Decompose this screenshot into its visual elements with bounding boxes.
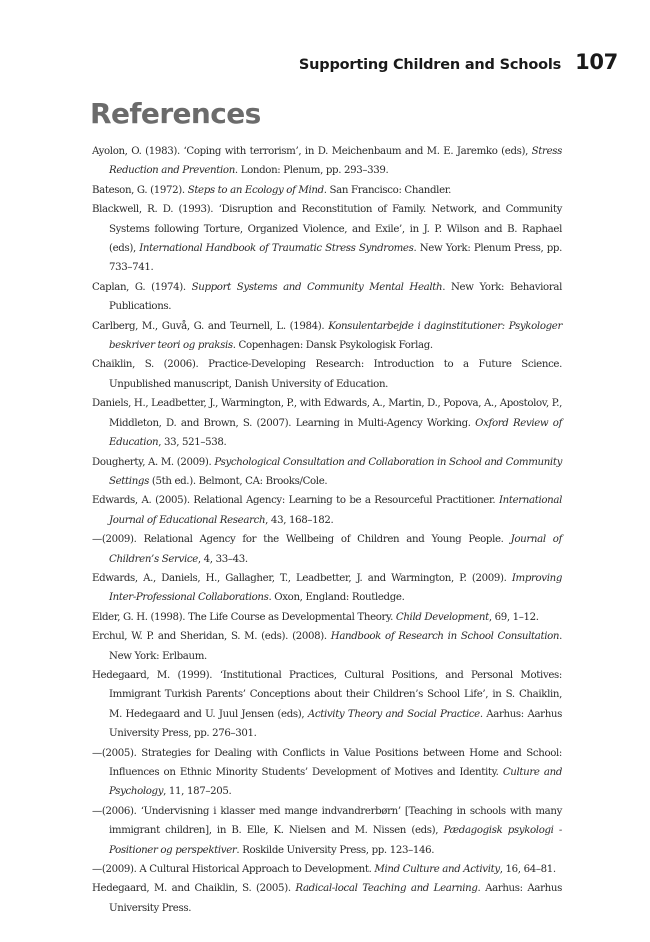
reference-text: Chaiklin, S. (2006). Practice-Developing Research: Introduction to a Future Science. Unpublished manuscript, Danish University of Education. [92,359,562,390]
reference-title-italic: Oxford Review of Education [109,417,563,449]
reference-text: . New York: Plenum Press, pp. 733–741. [109,243,562,274]
reference-text: Blackwell, R. D. (1993). ‘Disruption and Reconstitution of Family. Network, and Community Systems following Torture, Organized Violence, and Exile’, in J. P. Wilson and B. Raphael (eds), [92,204,562,255]
reference-text: . New York: Behavioral Publications. [109,281,562,313]
reference-text: . Aarhus: Aarhus University Press. [109,883,562,914]
reference-entry [92,317,562,356]
reference-text: Dougherty, A. M. (2009). [92,456,215,468]
reference-title-italic: Handbook of Research in School Consultation [330,631,560,643]
reference-text: Edwards, A. (2005). Relational Agency: Learning to be a Resourceful Practitioner. [92,495,499,507]
reference-entry [92,802,562,860]
reference-title-italic: Mind Culture and Activity [374,864,500,876]
reference-text: . New York: Erlbaum. [109,631,562,662]
reference-text: , 33, 521–538. [158,437,227,449]
reference-entry [92,569,562,608]
reference-title-italic: Child Development [395,611,489,623]
reference-text: —(2009). A Cultural Historical Approach to Development. [92,864,375,876]
reference-title-italic: International Journal of Educational Research [109,495,562,526]
reference-entry [92,200,562,278]
reference-title-italic: Steps to an Ecology of Mind [187,184,324,196]
reference-title-italic: Support Systems and Community Mental Health [191,281,443,293]
running-header [299,50,618,74]
reference-text: . London: Plenum, pp. 293–339. [234,165,389,177]
reference-title-italic: Improving Inter-Professional Collaborations [109,572,562,604]
reference-entry [92,453,562,492]
reference-title-italic: Culture and Psychology [109,767,562,798]
reference-entry [92,181,562,200]
reference-title-italic: Stress Reduction and Prevention [109,146,562,177]
reference-text: . Oxon, England: Routledge. [268,592,405,604]
reference-entry [92,860,562,879]
reference-entry [92,530,562,569]
reference-text: Caplan, G. (1974). [92,281,192,293]
reference-text: . Copenhagen: Dansk Psykologisk Forlag. [232,340,433,352]
reference-entry [92,879,562,918]
reference-text: (5th ed.). Belmont, CA: Brooks/Cole. [148,475,328,487]
reference-text: Hedegaard, M. (1999). ‘Institutional Practices, Cultural Positions, and Personal Motives: Immigrant Turkish Parents’ Conceptions about their Children’s School Life’, in S. Chaiklin, M. Hedegaard and U. Juul Jensen (eds), [92,669,562,720]
reference-entry [92,394,562,452]
reference-title-italic: Radical-local Teaching and Learning [295,883,478,895]
reference-entry [92,666,562,744]
section-title: References [90,97,261,130]
reference-text: —(2005). Strategies for Dealing with Conflicts in Value Positions between Home and School: Influences on Ethnic Minority Students’ Development of Motives and Identity. [92,747,562,778]
reference-entry [92,142,562,181]
reference-entry [92,627,562,666]
reference-text: , 69, 1–12. [488,611,539,623]
reference-title-italic: Psychological Consultation and Collaboration in School and Community Settings [109,456,562,487]
reference-text: Hedegaard, M. and Chaiklin, S. (2005). [92,883,296,895]
reference-entry [92,278,562,317]
reference-text: . San Francisco: Chandler. [323,184,452,196]
reference-entry [92,355,562,394]
reference-text: Ayolon, O. (1983). ‘Coping with terrorism’, in D. Meichenbaum and M. E. Jaremko (eds), [92,146,532,157]
running-title: Supporting Children and Schools [298,57,562,73]
reference-title-italic: Konsulentarbejde i daginstitutioner: Psykologer beskriver teori og praksis [109,320,562,352]
page-number: 107 [575,50,618,74]
reference-text: —(2009). Relational Agency for the Wellbeing of Children and Young People. [92,534,511,546]
reference-entry [92,608,562,627]
reference-text: . Roskilde University Press, pp. 123–146. [236,844,435,856]
reference-entry [92,491,562,530]
reference-text: Bateson, G. (1972). [92,184,188,196]
reference-text: Erchul, W. P. and Sheridan, S. M. (eds). (2008). [92,631,331,643]
reference-text: , 11, 187–205. [163,786,232,798]
reference-text: , 43, 168–182. [265,514,334,526]
reference-title-italic: International Handbook of Traumatic Stress Syndromes [139,243,414,255]
reference-title-italic: Pædagogisk psykologi - Positioner og perspektiver [109,825,562,856]
reference-text: . Aarhus: Aarhus University Press, pp. 276–301. [109,708,562,740]
reference-text: Elder, G. H. (1998). The Life Course as Developmental Theory. [92,611,396,623]
reference-list [92,142,562,918]
reference-text: Carlberg, M., Guvå, G. and Teurnell, L. (1984). [92,320,329,332]
reference-text: , 16, 64–81. [499,864,556,876]
reference-text: Edwards, A., Daniels, H., Gallagher, T., Leadbetter, J. and Warmington, P. (2009). [92,572,512,584]
reference-title-italic: Activity Theory and Social Practice [307,708,480,720]
reference-text: , 4, 33–43. [197,553,248,565]
reference-title-italic: Journal of Children’s Service [109,534,563,565]
reference-entry [92,744,562,802]
reference-text: —(2006). ‘Undervisning i klasser med mange indvandrerbørn’ [Teaching in schools with many immigrant children], in B. Elle, K. Nielsen and M. Nissen (eds), [92,805,562,837]
reference-text: Daniels, H., Leadbetter, J., Warmington, P., with Edwards, A., Martin, D., Popova, A., Apostolov, P., Middleton, D. and Brown, S. (2007). Learning in Multi-Agency Working. [92,398,562,429]
